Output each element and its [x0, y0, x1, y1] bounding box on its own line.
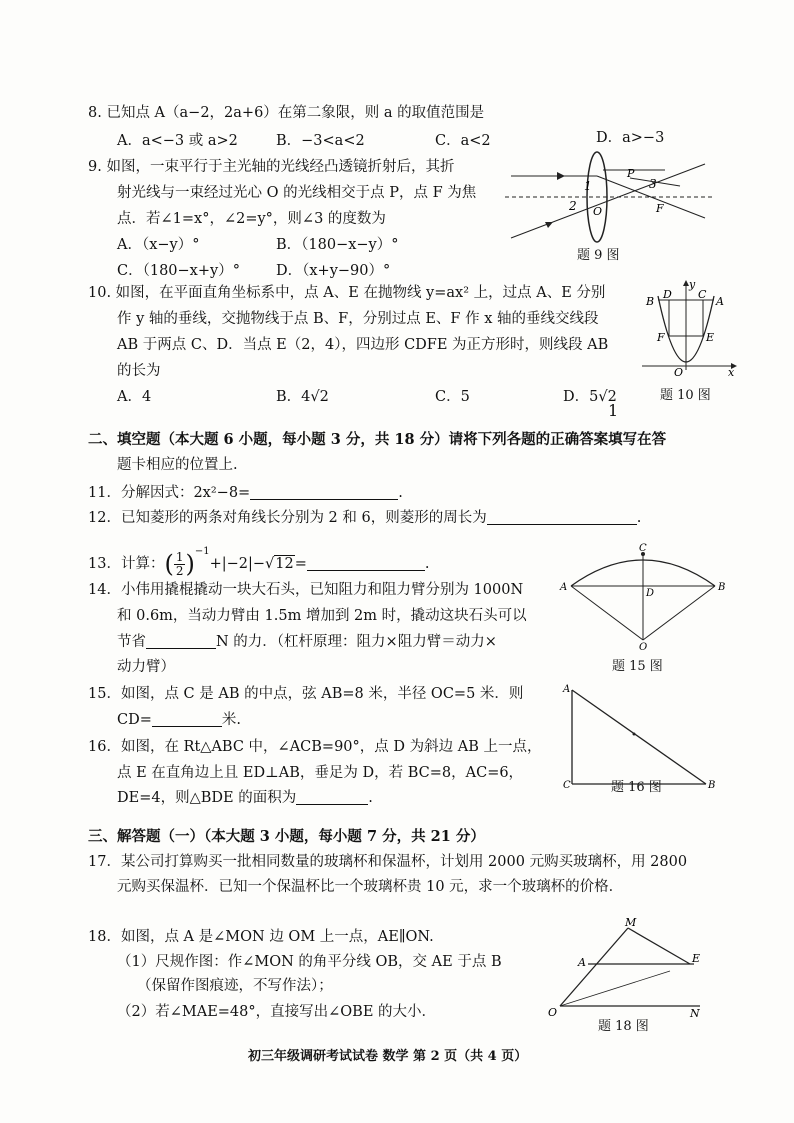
q10-label-d: D	[663, 288, 672, 301]
q9-label-3: 3	[649, 177, 657, 191]
q11-text: 11．分解因式：2x²−8=	[88, 485, 251, 501]
q16-label-b: B	[708, 780, 716, 790]
q18-label-m: M	[625, 918, 637, 929]
q15-circle-figure	[556, 540, 731, 652]
q9-line-1: 9. 如图，一束平行于主光轴的光线经凸透镜折射后，其折	[88, 159, 455, 175]
page-footer: 初三年级调研考试试卷 数学 第 2 页（共 4 页）	[248, 1049, 528, 1064]
q13-prefix: 13．计算：	[88, 556, 165, 572]
q15-label-b: B	[718, 582, 726, 593]
q10-caption: 题 10 图	[660, 388, 711, 403]
q10-line-3: AB 于两点 C、D．当点 E（2，4），四边形 CDFE 为正方形时，则线段 AB	[117, 337, 609, 353]
q9-option-c: C．（180−x+y）°	[117, 263, 240, 279]
q13-answer-blank[interactable]	[307, 554, 425, 571]
q13-denominator: 2	[175, 563, 184, 578]
q12-end: .	[636, 510, 642, 526]
section-2-header: 二、填空题（本大题 6 小题，每小题 3 分，共 18 分）请将下列各题的正确答案填写在答	[88, 431, 667, 448]
q16-answer-blank[interactable]	[296, 788, 368, 805]
q13-equals: =	[294, 556, 307, 572]
q13-numerator: 1	[175, 549, 184, 564]
q9-label-p: P	[627, 167, 635, 180]
q9-option-a: A．（x−y）°	[117, 237, 200, 253]
stray-mark: 1	[608, 401, 619, 420]
q8-option-b: B．−3<a<2	[276, 133, 365, 149]
q9-label-1: 1	[584, 179, 592, 193]
q14-line-3	[117, 632, 497, 652]
q15-caption: 题 15 图	[612, 659, 663, 674]
q9-label-2: 2	[569, 199, 577, 213]
q11-end: .	[398, 485, 403, 501]
q16-label-c: C	[563, 780, 571, 790]
q18-line-1: 18．如图，点 A 是∠MON 边 OM 上一点，AE∥ON.	[88, 929, 434, 945]
q12	[88, 508, 641, 528]
q16-triangle-figure	[560, 682, 720, 790]
q15-label-o: O	[639, 642, 648, 652]
q16-line-3	[117, 788, 373, 808]
q12-answer-blank[interactable]	[487, 508, 637, 525]
q10-label-y: y	[689, 278, 696, 291]
q10-option-d: D．5√2	[563, 389, 617, 405]
q15-line-2a: CD=	[117, 712, 152, 728]
q9-line-2: 射光线与一束经过光心 O 的光线相交于点 P，点 F 为焦	[117, 185, 477, 201]
q13-radicand: 12	[275, 556, 294, 572]
q17-line-2: 元购买保温杯．已知一个保温杯比一个玻璃杯贵 10 元，求一个玻璃杯的价格．	[117, 879, 624, 895]
q10-parabola-figure	[640, 278, 740, 378]
q14-line-3b: N 的力．（杠杆原理：阻力×阻力臂＝动力×	[216, 634, 497, 650]
q16-caption: 题 16 图	[611, 780, 662, 795]
q15-line-2b: 米.	[221, 712, 241, 728]
q10-label-x: x	[728, 366, 735, 378]
q16-line-2: 点 E 在直角边上且 ED⊥AB，垂足为 D，若 BC=8，AC=6，	[117, 765, 524, 781]
q10-label-c: C	[698, 288, 707, 301]
q11-answer-blank[interactable]	[250, 483, 398, 500]
q10-option-a: A．4	[117, 389, 152, 405]
q9-option-d: D．（x+y−90）°	[276, 263, 391, 279]
q15-answer-blank[interactable]	[152, 710, 222, 727]
q10-line-4: 的长为	[117, 363, 161, 379]
q18-line-3: （保留作图痕迹，不写作法）；	[137, 978, 333, 994]
q8-stem: 8. 已知点 A（a−2，2a+6）在第二象限，则 a 的取值范围是	[88, 105, 485, 121]
q14-line-1: 14．小伟用撬棍撬动一块大石头，已知阻力和阻力臂分别为 1000N	[88, 582, 524, 598]
q10-label-f: F	[657, 331, 665, 344]
q18-line-4: （2）若∠MAE=48°，直接写出∠OBE 的大小．	[117, 1004, 437, 1020]
q14-answer-blank[interactable]	[146, 632, 216, 649]
q8-option-d: D．a>−3	[596, 130, 665, 146]
section-2-header-cont: 题卡相应的位置上.	[117, 457, 238, 473]
q13-end: .	[424, 556, 430, 572]
q10-label-a: A	[716, 295, 724, 308]
q12-text: 12．已知菱形的两条对角线长分别为 2 和 6，则菱形的周长为	[88, 510, 487, 526]
q14-line-2: 和 0.6m，当动力臂由 1.5m 增加到 2m 时，撬动这块石头可以	[117, 608, 527, 624]
q10-line-2: 作 y 轴的垂线，交抛物线于点 B、F，分别过点 E、F 作 x 轴的垂线交线段	[117, 311, 599, 327]
q17-line-1: 17．某公司打算购买一批相同数量的玻璃杯和保温杯，计划用 2000 元购买玻璃杯，用 2800	[88, 854, 688, 870]
q13-exponent: −1	[194, 546, 210, 557]
q10-option-b: B．4√2	[276, 389, 329, 405]
q16-line-3-text: DE=4，则△BDE 的面积为	[117, 790, 297, 806]
q18-label-e: E	[692, 952, 701, 965]
q15-label-d: D	[646, 588, 655, 599]
q18-label-a: A	[578, 956, 586, 969]
q10-option-c: C．5	[435, 389, 470, 405]
q13-rest: +|−2|−	[209, 556, 266, 572]
q9-option-b: B．（180−x−y）°	[276, 237, 399, 253]
q9-line-3: 点．若∠1=x°，∠2=y°，则∠3 的度数为	[117, 211, 386, 227]
q9-caption: 题 9 图	[577, 248, 620, 263]
q8-option-a: A．a<−3 或 a>2	[117, 133, 238, 149]
q14-line-4: 动力臂）	[117, 659, 175, 675]
q13-fraction	[174, 551, 186, 578]
q13: 13．计算：( $\frac{1}{2}$ )$^{-1}$+|−2|−√12= .	[88, 546, 430, 578]
q18-angle-figure	[540, 918, 715, 1018]
q16-label-a: A	[563, 684, 571, 695]
q18-line-2: （1）尺规作图：作∠MON 的角平分线 OB，交 AE 于点 B	[117, 954, 502, 970]
q10-label-o: O	[674, 366, 684, 378]
q18-caption: 题 18 图	[598, 1019, 649, 1034]
q8-option-c: C．a<2	[435, 133, 491, 149]
q9-lens-figure	[505, 150, 715, 245]
q16-line-1: 16．如图，在 Rt△ABC 中，∠ACB=90°，点 D 为斜边 AB 上一点，	[88, 739, 542, 755]
q16-end: .	[368, 790, 373, 806]
q15-line-1: 15．如图，点 C 是 AB 的中点，弦 AB=8 米，半径 OC=5 米．则	[88, 686, 524, 702]
q11	[88, 483, 403, 503]
q18-label-o: O	[548, 1006, 558, 1018]
q15-label-c: C	[639, 543, 647, 554]
q18-label-n: N	[690, 1007, 700, 1018]
q15-line-2	[117, 710, 241, 730]
section-3-header: 三、解答题（一）（本大题 3 小题，每小题 7 分，共 21 分）	[88, 828, 485, 845]
q14-line-3a: 节省	[117, 634, 146, 650]
q9-label-o: O	[593, 205, 603, 218]
q10-line-1: 10. 如图，在平面直角坐标系中，点 A、E 在抛物线 y=ax² 上，过点 A、E 分别	[88, 285, 606, 301]
q10-label-e: E	[706, 331, 715, 344]
q10-label-b: B	[646, 295, 655, 308]
q15-label-a: A	[560, 582, 568, 593]
q9-label-f: F	[656, 202, 664, 215]
